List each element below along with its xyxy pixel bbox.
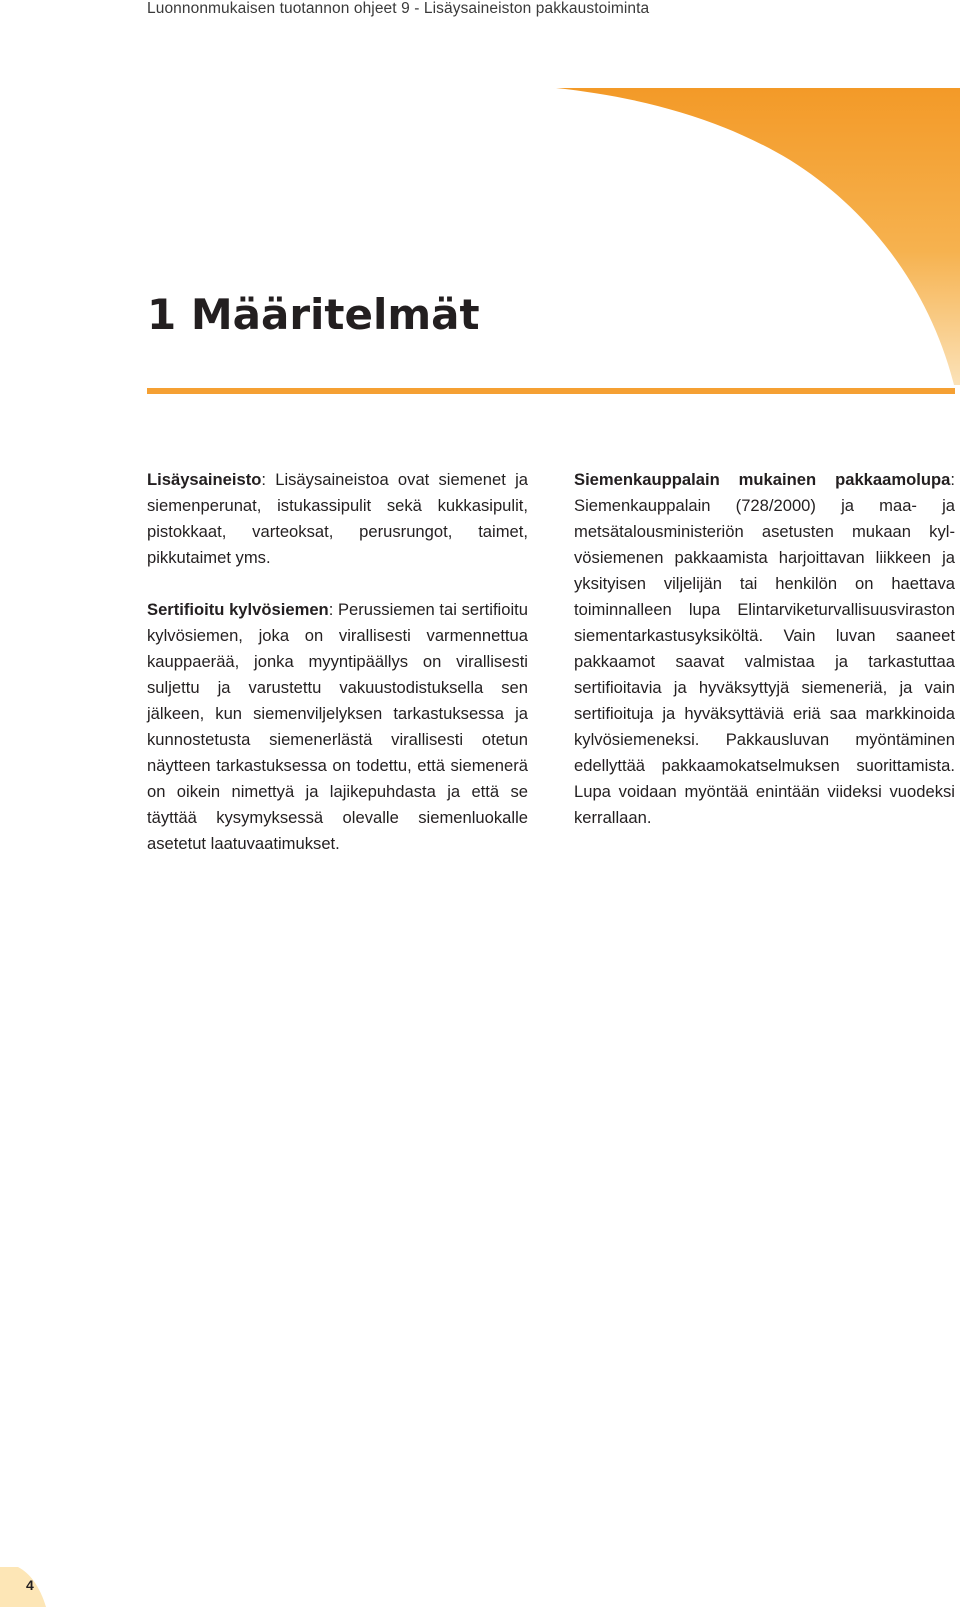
definition-term: Sertifioitu kylvösiemen xyxy=(147,600,329,619)
definition-text: : Lisäysaineistoa ovat siemenet ja siemenperunat, istukassipulit sekä kukkasipulit, pistokkaat, varteoksat, perusrungot, taimet, pikkutaimet yms. xyxy=(147,470,528,567)
left-column xyxy=(147,467,528,857)
definition-lisaysaineisto xyxy=(147,467,528,571)
definition-text: : Siemenkauppalain (728/2000) ja maa- ja metsätalousministeriön asetusten mukaan kylvösiemenen pakkaamista harjoittavan liikkeen ja yksityisen viljelijän tai henkilön on haettava toiminnalleen lupa Elintarviketurvallisuusviraston siementarkastusyksiköltä. Vain luvan saaneet pakkaamot saavat valmistaa ja tarkastuttaa sertifioitavia ja hyväksyttyjä siemeneriä, ja vain sertifioituja ja hyväksyttäviä eriä saa markkinoida kylvösiemeneksi. Pakkausluvan myöntäminen edellyttää pakkaamokatselmuksen suorittamista. Lupa voidaan myöntää enintään viideksi vuodeksi kerrallaan. xyxy=(574,470,955,827)
definition-term: Lisäysaineisto xyxy=(147,470,262,489)
orange-swoosh-decoration xyxy=(0,0,960,400)
running-header: Luonnonmukaisen tuotannon ohjeet 9 - Lisäysaineiston pakkaustoiminta xyxy=(147,0,650,17)
definition-sertifioitu-kylvosiemen xyxy=(147,597,528,857)
definition-term: Siemenkauppalain mukainen pakkaamolupa xyxy=(574,470,951,489)
definition-pakkaamolupa xyxy=(574,467,955,831)
page-number: 4 xyxy=(26,1577,34,1593)
title-rule-divider xyxy=(147,388,955,394)
definition-text: : Perussiemen tai sertifioitu kylvösiemen, joka on virallisesti varmennettua kauppaerää, jonka myyntipäällys on virallisesti suljettu ja varustettu vakuustodistuksella sen jälkeen, kun siemenviljelyksen tarkastuksessa ja kunnostetusta siemenerlästä virallisesti otetun näytteen tarkastuksessa on todettu, että siemenerä on oikein nimettyä ja lajikepuhdasta ja että se täyttää kysymyksessä olevalle siemenluokalle asetetut laatuvaatimukset. xyxy=(147,600,528,853)
chapter-title: 1 Määritelmät xyxy=(147,290,480,339)
right-column xyxy=(574,467,955,831)
